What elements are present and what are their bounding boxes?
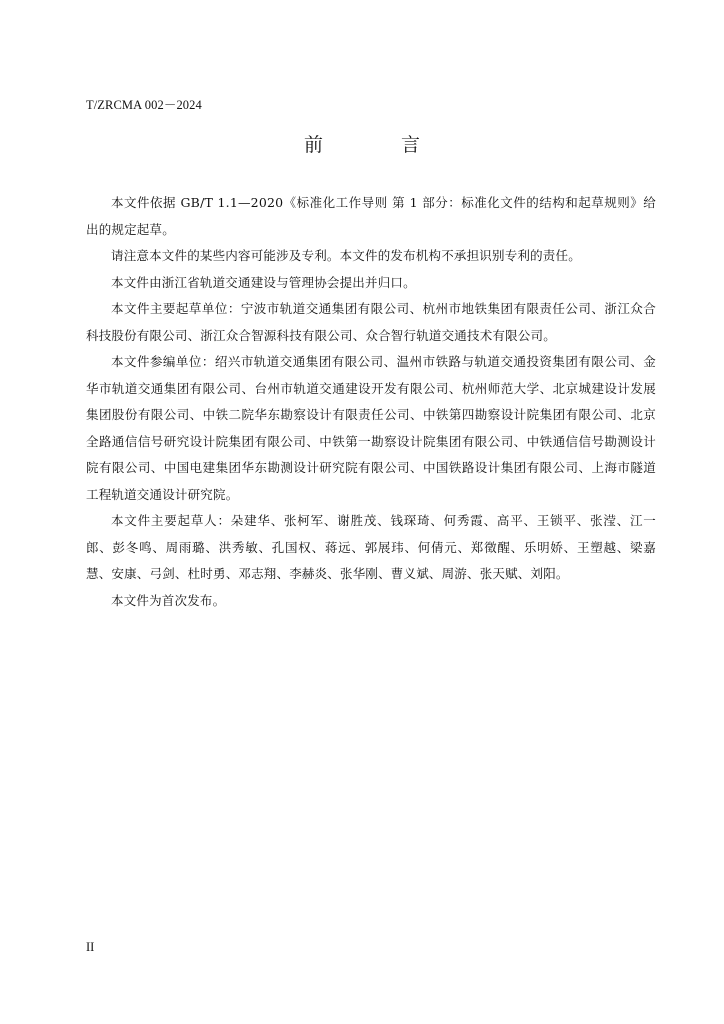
paragraph-participating-units: 本文件参编单位：绍兴市轨道交通集团有限公司、温州市铁路与轨道交通投资集团有限公司、金华市轨道交通集团有限公司、台州市轨道交通建设开发有限公司、杭州师范大学、北京城建设计发展集团股份有限公司、中铁二院华东勘察设计有限责任公司、中铁第四勘察设计院集团有限公司、北京全路通信信号研究设计院集团有限公司、中铁第一勘察设计院集团有限公司、中铁通信信号勘测设计院有限公司、中国电建集团华东勘测设计研究院有限公司、中国铁路设计集团有限公司、上海市隧道工程轨道交通设计研究院。 [86,354,656,502]
paragraph-drafting-basis: 本文件依据 GB/T 1.1—2020《标准化工作导则 第 1 部分：标准化文件的结构和起草规则》给出的规定起草。 [86,195,656,237]
paragraph-main-drafters: 本文件主要起草人：朵建华、张柯军、谢胜茂、钱琛琦、何秀霞、高平、王锁平、张滢、江一郎、彭冬鸣、周雨璐、洪秀敏、孔国权、蒋远、郭展玮、何倩元、郑徵醒、乐明娇、王塑越、梁嘉慧、安康、弓剑、杜时勇、邓志翔、李赫炎、张华刚、曹义斌、周游、张天赋、刘阳。 [86,513,656,581]
paragraph-main-drafting-units: 本文件主要起草单位：宁波市轨道交通集团有限公司、杭州市地铁集团有限责任公司、浙江众合科技股份有限公司、浙江众合智源科技有限公司、众合智行轨道交通技术有限公司。 [86,301,656,343]
page-title: 前 言 [303,134,457,156]
paragraph-patent-notice: 请注意本文件的某些内容可能涉及专利。本文件的发布机构不承担识别专利的责任。 [111,248,581,263]
page-number: II [86,940,95,954]
standard-code: T/ZRCMA 002－2024 [86,98,202,112]
body-content [86,190,656,614]
paragraph-first-release: 本文件为首次发布。 [111,592,226,608]
paragraph-proposer: 本文件由浙江省轨道交通建设与管理协会提出并归口。 [111,274,416,290]
